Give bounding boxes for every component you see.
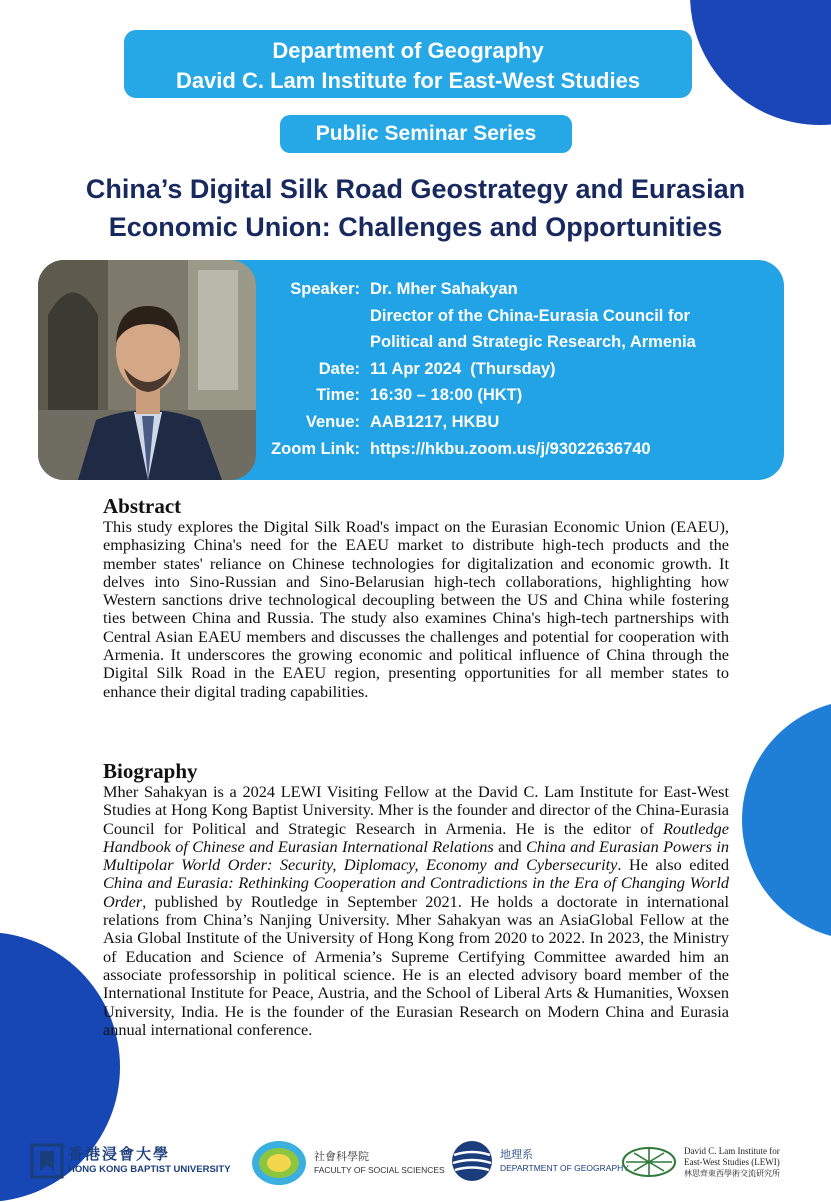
globe-icon	[450, 1139, 494, 1183]
date-row	[266, 356, 710, 383]
fss-logo	[250, 1139, 445, 1187]
abstract-heading: Abstract	[103, 494, 182, 518]
abstract-text: This study explores the Digital Silk Road's impact on the Eurasian Economic Union (EAEU), emphasizing China's need for the EAEU market to distribute high-tech products and the member states' reliance on Chinese technologies for digitalization and economic growth. It delves into Sino-Russian and Sino-Belarusian high-tech collaborations, highlighting how Western sanctions drive technological decoupling between the US and China while fostering ties between China and Russia. The study also examines China's high-tech partnerships with Central Asian EAEU members and discusses the challenges and potential for cooperation with Armenia. It underscores the growing economic and political influence of China through the Digital Silk Road in the EAEU region, presenting opportunities for all member states to enhance their digital trading capabilities.	[103, 517, 729, 701]
date-label: Date:	[318, 359, 360, 378]
geography-english-name: DEPARTMENT OF GEOGRAPHY	[500, 1163, 629, 1173]
speaker-title-line-1: Director of the China-Eurasia Council for	[370, 306, 690, 325]
hkbu-chinese-name: 香港浸會大學	[68, 1146, 171, 1163]
time-row	[266, 382, 710, 409]
biography-text: Mher Sahakyan is a 2024 LEWI Visiting Fellow at the David C. Lam Institute for East-West Studies at Hong Kong Baptist University. Mher is the founder and director of the China-Eurasia Council for Political and Strategic Research in Armenia. He is the editor of Routledge Handbook of Chinese and Eurasian International Relations and China and Eurasian Powers in Multipolar World Order: Security, Diplomacy, Economy and Cybersecurity. He also edited China and Eurasia: Rethinking Cooperation and Contradictions in the Era of Changing World Order, published by Routledge in September 2021. He holds a doctorate in international relations from China’s Nanjing University. Mher Sahakyan was an AsiaGlobal Fellow at the Asia Global Institute of the University of Hong Kong from 2020 to 2022. In 2023, the Ministry of Education and Science of Armenia’s Supreme Certifying Committee awarded him an associate professorship in political science. He is an elected advisory board member of the International Institute for Peace, Austria, and the School of Liberal Arts & Humanities, Woxsen University, India. He is the founder of the Eurasian Research on Modern China and Eurasia annual international conference.	[103, 782, 729, 1039]
zoom-row	[266, 436, 710, 463]
venue-label: Venue:	[305, 412, 360, 431]
speaker-title-row-1	[266, 303, 710, 330]
department-line-2: David C. Lam Institute for East-West Studies	[175, 68, 641, 93]
decorative-circle-top-right	[690, 0, 831, 125]
title-line-1: China’s Digital Silk Road Geostrategy and Eurasian	[85, 174, 746, 204]
fss-emblem-icon	[250, 1139, 308, 1187]
biography-heading: Biography	[103, 759, 198, 783]
date-value: 11 Apr 2024 (Thursday)	[370, 359, 556, 378]
time-label: Time:	[316, 386, 360, 405]
lewi-english-line-2: East-West Studies (LEWI)	[684, 1156, 780, 1167]
seminar-title	[60, 170, 771, 246]
time-value: 16:30 – 18:00 (HKT)	[370, 386, 523, 405]
hkbu-english-name: HONG KONG BAPTIST UNIVERSITY	[68, 1164, 231, 1175]
fss-chinese-name: 社會科學院	[314, 1151, 369, 1163]
hkbu-logo	[30, 1143, 231, 1179]
book-title-1: Routledge Handbook of Chinese and Eurasian International Relations	[103, 818, 729, 856]
speaker-photo	[38, 260, 256, 480]
speaker-title-row-2	[266, 329, 710, 356]
lewi-logo	[620, 1145, 780, 1179]
zoom-link[interactable]: https://hkbu.zoom.us/j/93022636740	[370, 439, 651, 458]
speaker-label: Speaker:	[290, 280, 360, 298]
speaker-portrait-illustration	[38, 260, 256, 480]
title-line-2: Economic Union: Challenges and Opportunities	[108, 212, 723, 242]
venue-value: AAB1217, HKBU	[370, 412, 500, 431]
seminar-series-badge: Public Seminar Series	[280, 115, 572, 153]
biography-section	[103, 759, 729, 1039]
lewi-emblem-icon	[620, 1145, 678, 1179]
footer-logos	[0, 1135, 831, 1195]
department-banner	[124, 30, 692, 98]
department-line-1: Department of Geography	[272, 38, 544, 63]
fss-english-name: FACULTY OF SOCIAL SCIENCES	[314, 1165, 445, 1175]
lewi-chinese-name: 林思齊東西學術交流研究所	[684, 1168, 780, 1178]
speaker-row	[266, 276, 710, 303]
zoom-label: Zoom Link:	[271, 439, 360, 458]
geography-logo	[450, 1139, 629, 1183]
event-details	[266, 276, 710, 462]
speaker-title-line-2: Political and Strategic Research, Armenia	[370, 333, 696, 352]
lewi-english-line-1: David C. Lam Institute for	[684, 1145, 780, 1156]
speaker-name: Dr. Mher Sahakyan	[370, 280, 518, 298]
book-title-3: China and Eurasia: Rethinking Cooperation and Contradictions in the Era of Changing World Order	[103, 873, 729, 911]
venue-row	[266, 409, 710, 436]
hkbu-crest-icon	[30, 1143, 64, 1179]
decorative-circle-right	[742, 700, 831, 940]
book-title-2: China and Eurasian Powers in Multipolar World Order: Security, Diplomacy, Economy and Cybersecurity	[103, 836, 729, 875]
abstract-section	[103, 494, 729, 701]
geography-chinese-name: 地理系	[500, 1149, 533, 1161]
